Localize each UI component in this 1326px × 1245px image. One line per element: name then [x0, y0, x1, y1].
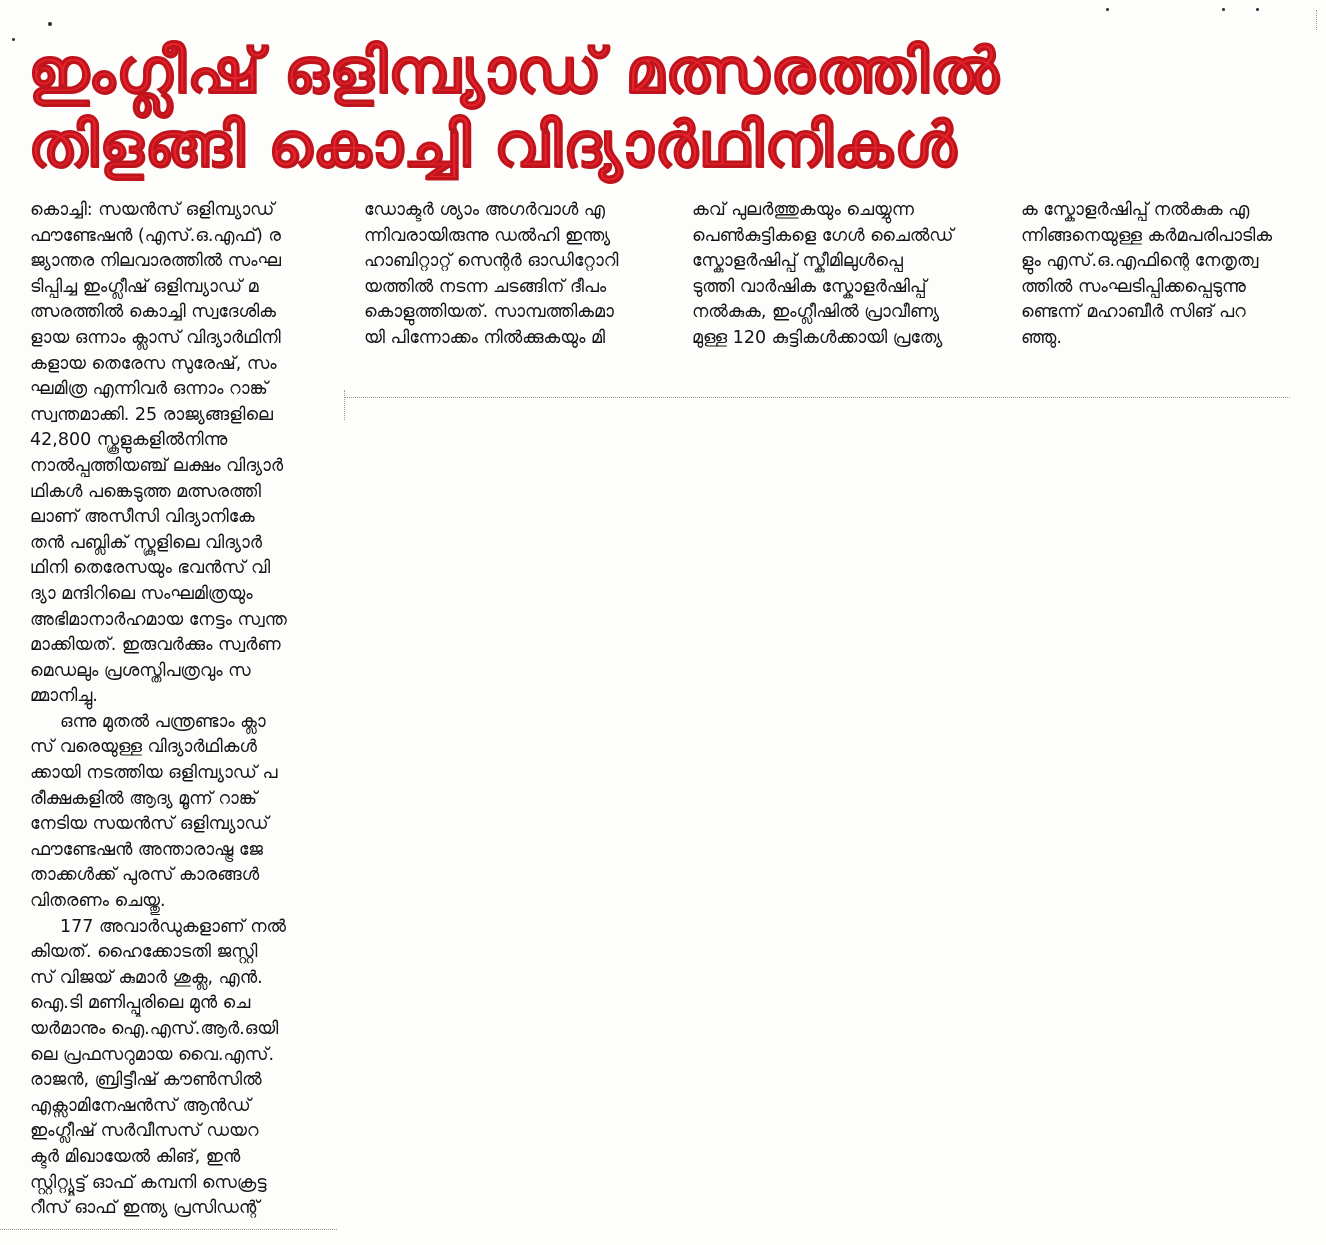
article-column-1: [30, 198, 330, 1222]
text-line: ന്നിവരായിരുന്നു ഡൽഹി ഇന്ത്യ: [364, 225, 611, 246]
article-column-2: [364, 198, 664, 352]
headline-line-1: ഇംഗ്ലീഷ് ഒളിമ്പ്യാഡ് മത്സരത്തിൽ: [28, 34, 1000, 107]
text-line: യി പിന്നോക്കം നിൽക്കുകയും മി: [364, 327, 606, 348]
text-line: ഞ്ഞു.: [1021, 327, 1062, 348]
scan-speck: [48, 22, 52, 26]
text-line: മാക്കിയത്. ഇരുവർക്കും സ്വർണ: [30, 635, 281, 656]
text-line: 177 അവാർഡുകളാണ് നൽ: [60, 916, 286, 937]
clipping-border-top: [344, 397, 1290, 398]
text-line: 42,800 സ്കൂളുകളിൽനിന്നു: [30, 430, 228, 451]
scan-speck: [1106, 8, 1109, 11]
text-line: രാജൻ, ബ്രിട്ടീഷ് കൗൺസിൽ: [30, 1070, 262, 1091]
paragraph: [364, 198, 664, 352]
text-line: ഐ.ടി മണിപ്പൂരിലെ മുൻ ചെ: [30, 993, 251, 1014]
article-column-4: [1021, 198, 1321, 352]
text-line: യത്തിൽ നടന്ന ചടങ്ങിന് ദീപം: [364, 276, 607, 297]
text-line: ടുത്തി വാർഷിക സ്കോളർഷിപ്പ്: [692, 276, 927, 297]
text-line: തൻ പബ്ലിക് സ്കൂളിലെ വിദ്യാർ: [30, 532, 263, 553]
text-line: ഥികൾ പങ്കെടുത്ത മത്സരത്തി: [30, 481, 261, 502]
text-line: ഇംഗ്ലീഷ് സർവീസസ് ഡയറ: [30, 1121, 259, 1142]
text-line: ടിപ്പിച്ച ഇംഗ്ലീഷ് ഒളിമ്പ്യാഡ് മ: [30, 276, 259, 297]
text-line: ഒന്നു മുതൽ പന്ത്രണ്ടാം ക്ലാ: [60, 711, 266, 732]
text-line: ത്തിൽ സംഘടിപ്പിക്കപ്പെടുന്നു: [1021, 276, 1246, 297]
text-line: താക്കൾക്ക് പുരസ് കാരങ്ങൾ: [30, 865, 260, 886]
text-line: കൊച്ചി: സയൻസ് ഒളിമ്പ്യാഡ്: [30, 200, 275, 220]
text-line: സ് വിജയ് കുമാർ ശുക്ല, എൻ.: [30, 967, 263, 988]
paragraph: [30, 198, 330, 710]
text-line: നേടിയ സയൻസ് ഒളിമ്പ്യാഡ്: [30, 814, 269, 835]
text-line: മ്മാനിച്ചു.: [30, 686, 98, 707]
text-line: ജ്യാന്തര നിലവാരത്തിൽ സംഘ: [30, 251, 281, 272]
text-line: ളും എസ്.ഒ.എഫിന്റെ നേതൃത്വ: [1021, 251, 1259, 272]
text-line: യർമാനും ഐ.എസ്.ആർ.ഒയി: [30, 1019, 279, 1039]
text-line: ക സ്കോളർഷിപ്പ് നൽകുക എ: [1021, 200, 1250, 220]
clipping-border-bottom: [0, 1229, 337, 1230]
text-line: കൊളുത്തിയത്. സാമ്പത്തികമാ: [364, 302, 614, 323]
headline: [28, 34, 1318, 182]
text-line: പെൺകുട്ടികളെ ഗേൾ ചൈൽഡ്: [692, 225, 954, 246]
text-line: സ്റ്റിറ്റ്യൂട്ട് ഓഫ് കമ്പനി സെക്രട്ട: [30, 1172, 267, 1193]
text-line: റീസ് ഓഫ് ഇന്ത്യ പ്രസിഡന്റ്: [30, 1198, 260, 1219]
text-line: ഥിനി തെരേസയും ഭവൻസ് വി: [30, 558, 271, 579]
text-line: കവ് പുലർത്തുകയും ചെയ്യുന്ന: [692, 200, 914, 220]
text-line: വിതരണം ചെയ്തു.: [30, 891, 166, 912]
text-line: സ്കോളർഷിപ്പ് സ്കീമിലുൾപ്പെ: [692, 251, 903, 272]
text-line: മുള്ള 120 കുട്ടികൾക്കായി പ്രത്യേ: [692, 327, 943, 348]
text-line: ന്നിങ്ങനെയുള്ള കർമപരിപാടിക: [1021, 225, 1273, 246]
clipping-border-right: [1316, 10, 1317, 30]
text-line: മെഡലും പ്രശസ്തിപത്രവും സ: [30, 660, 251, 681]
text-line: കളായ തെരേസ സുരേഷ്, സം: [30, 353, 277, 374]
text-line: ലാണ് അസീസി വിദ്യാനികേ: [30, 507, 255, 528]
text-line: സ് വരെയുള്ള വിദ്യാർഥികൾ: [30, 737, 257, 758]
text-line: നാൽപ്പത്തിയഞ്ച് ലക്ഷം വിദ്യാർ: [30, 455, 284, 476]
paragraph: [692, 198, 992, 352]
text-line: ഫൗണ്ടേഷൻ അന്താരാഷ്ട്ര ജേ: [30, 839, 263, 860]
scan-speck: [1222, 8, 1225, 11]
text-line: കിയത്. ഹൈക്കോടതി ജസ്റ്റി: [30, 942, 258, 963]
text-line: ക്കായി നടത്തിയ ഒളിമ്പ്യാഡ് പ: [30, 763, 278, 784]
headline-line-2: തിളങ്ങി കൊച്ചി വിദ്യാർഥിനികൾ: [28, 108, 957, 181]
text-line: ദ്യാ മന്ദിറിലെ സംഘമിത്രയും: [30, 583, 253, 604]
text-line: ണ്ടെന്ന് മഹാബീർ സിങ് പറ: [1021, 302, 1246, 323]
text-line: സ്വന്തമാക്കി. 25 രാജ്യങ്ങളിലെ: [30, 404, 273, 425]
text-line: ഫൗണ്ടേഷൻ (എസ്.ഒ.എഫ്) ര: [30, 225, 281, 246]
text-line: രീക്ഷകളിൽ ആദ്യ മൂന്ന് റാങ്ക്: [30, 788, 258, 809]
text-line: ഹാബിറ്റാറ്റ് സെന്റർ ഓഡിറ്റോറി: [364, 251, 619, 272]
text-line: ത്സരത്തിൽ കൊച്ചി സ്വദേശിക: [30, 302, 276, 323]
paragraph: [30, 915, 330, 1222]
text-line: അഭിമാനാർഹമായ നേട്ടം സ്വന്ത: [30, 609, 287, 630]
text-line: എക്സാമിനേഷൻസ് ആൻഡ്: [30, 1095, 251, 1116]
text-line: ഘമിത്ര എന്നിവർ ഒന്നാം റാങ്ക്: [30, 379, 268, 400]
scan-speck: [1256, 8, 1259, 11]
text-line: ക്ടർ മിഖായേൽ കിങ്, ഇൻ: [30, 1146, 241, 1167]
text-line: ലെ പ്രഫസറുമായ വൈ.എസ്.: [30, 1044, 275, 1065]
column-divider: [344, 390, 345, 420]
text-line: ളായ ഒന്നാം ക്ലാസ് വിദ്യാർഥിനി: [30, 327, 281, 348]
scan-speck: [12, 38, 15, 41]
article-column-3: [692, 198, 992, 352]
paragraph: [30, 710, 330, 915]
text-line: ഡോക്ടർ ശ്യാം അഗർവാൾ എ: [364, 200, 605, 220]
paragraph: [1021, 198, 1321, 352]
text-line: നൽകുക, ഇംഗ്ലീഷിൽ പ്രാവീണ്യ: [692, 302, 940, 323]
